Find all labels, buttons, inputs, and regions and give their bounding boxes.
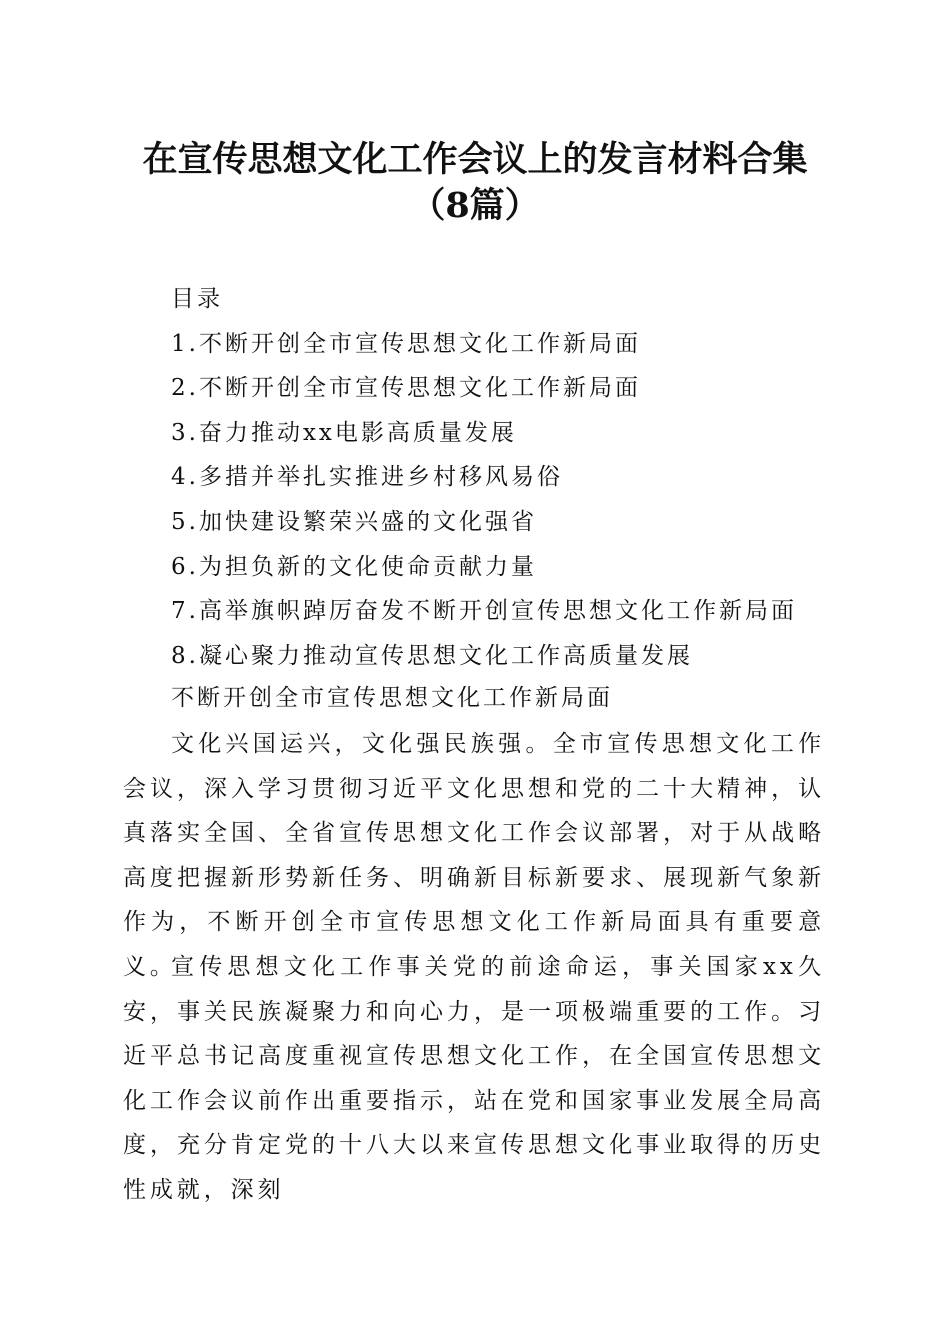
body-paragraph-1: 文化兴国运兴，文化强民族强。全市宣传思想文化工作会议，深入学习贯彻习近平文化思想和党的二十大精神，认真落实全国、全省宣传思想文化工作会议部署，对于从战略高度把握新形势新任务、明确新目标新要求、展现新气象新作为，不断开创全市宣传思想文化工作新局面具有重要意义。 [123, 731, 825, 980]
toc-item-5: 5.加快建设繁荣兴盛的文化强省 [171, 508, 537, 535]
document-title: 在宣传思想文化工作会议上的发言材料合集 [142, 139, 808, 180]
body-paragraph-2: 宣传思想文化工作事关党的前途命运，事关国家xx久安，事关民族凝聚力和向心力，是一项极端重要的工作。习近平总书记高度重视宣传思想文化工作，在全国宣传思想文化工作会议前作出重要指示，站在党和国家事业发展全局高度，充分肯定党的十八大以来宣传思想文化事业取得的历史性成就，深刻 [123, 954, 825, 1203]
toc-item-2: 2.不断开创全市宣传思想文化工作新局面 [171, 375, 641, 402]
toc-item-1: 1.不断开创全市宣传思想文化工作新局面 [171, 330, 641, 357]
document-subtitle: （8篇） [410, 185, 540, 226]
toc-item-7: 7.高举旗帜踔厉奋发不断开创宣传思想文化工作新局面 [171, 598, 797, 625]
toc-item-3: 3.奋力推动xx电影高质量发展 [171, 419, 517, 446]
section-title: 不断开创全市宣传思想文化工作新局面 [171, 685, 613, 711]
toc-heading: 目录 [171, 286, 223, 312]
toc-item-4: 4.多措并举扎实推进乡村移风易俗 [171, 464, 563, 491]
table-of-contents [171, 277, 871, 678]
toc-item-8: 8.凝心聚力推动宣传思想文化工作高质量发展 [171, 642, 693, 669]
toc-item-6: 6.为担负新的文化使命贡献力量 [171, 553, 537, 580]
